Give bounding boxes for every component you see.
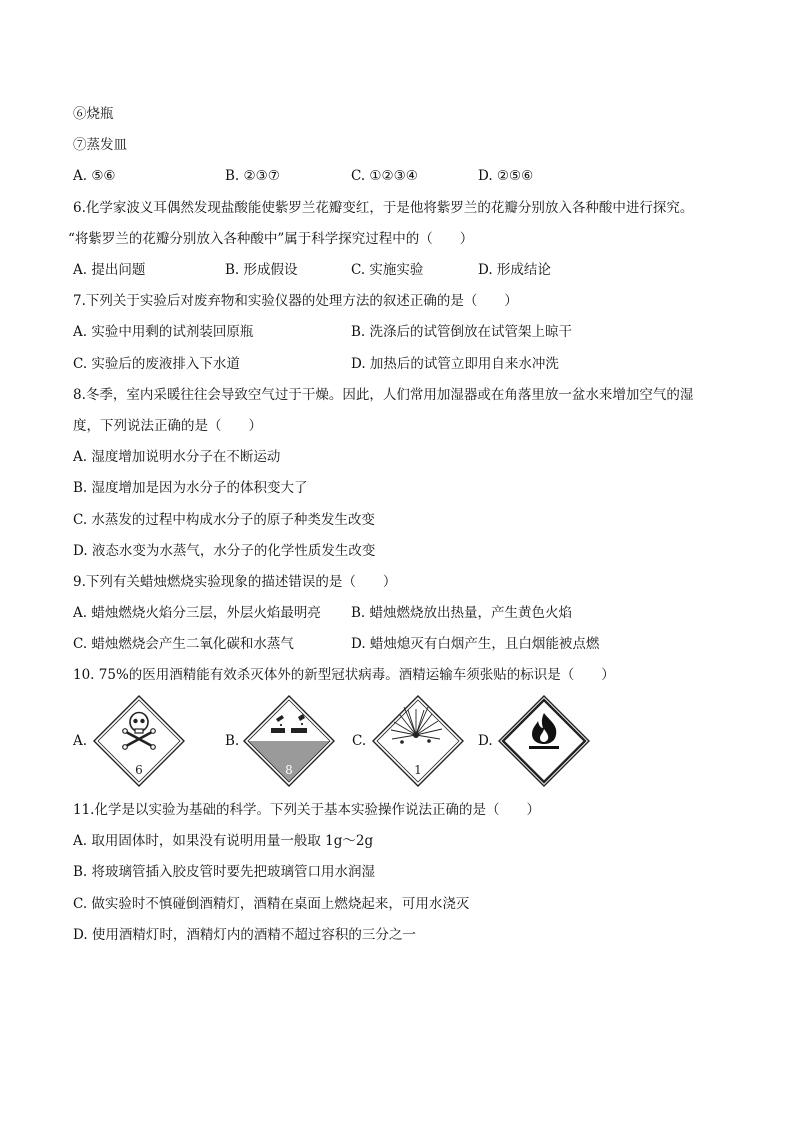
q10-options xyxy=(0,695,794,787)
q10-option-a xyxy=(73,695,193,785)
q9-option-b: B. 蜡烛燃烧放出热量，产生黄色火焰 xyxy=(351,605,573,621)
q10-option-c-letter: C. xyxy=(352,733,367,749)
q7-option-c: C. 实验后的废液排入下水道 xyxy=(73,356,240,372)
q10-option-c-number: 1 xyxy=(414,763,422,777)
q11-option-c: C. 做实验时不慎碰倒酒精灯，酒精在桌面上燃烧起来，可用水浇灭 xyxy=(73,896,470,912)
q10-option-a-number: 6 xyxy=(135,763,143,777)
q8-option-b: B. 湿度增加是因为水分子的体积变大了 xyxy=(73,480,308,496)
q9-option-d: D. 蜡烛熄灭有白烟产生，且白烟能被点燃 xyxy=(351,636,600,652)
q8-option-d: D. 液态水变为水蒸气，水分子的化学性质发生改变 xyxy=(73,543,376,559)
explosive-icon xyxy=(372,695,464,787)
q7-option-d: D. 加热后的试管立即用自来水冲洗 xyxy=(351,356,559,372)
option-item-6: ⑥烧瓶 xyxy=(73,106,114,122)
q9-option-c: C. 蜡烛燃烧会产生二氧化碳和水蒸气 xyxy=(73,636,294,652)
option-item-7: ⑦蒸发皿 xyxy=(73,137,127,153)
q6-stem-line2: “将紫罗兰的花瓣分别放入各种酸中”属于科学探究过程中的（ ） xyxy=(68,231,474,247)
q5-option-c: C. ①②③④ xyxy=(351,168,418,184)
q8-option-c: C. 水蒸发的过程中构成水分子的原子种类发生改变 xyxy=(73,512,375,528)
q10-option-d-letter: D. xyxy=(478,733,493,749)
q10-stem: 10. 75%的医用酒精能有效杀灭体外的新型冠状病毒。酒精运输车须张贴的标识是（ ） xyxy=(73,667,615,683)
q8-option-a: A. 湿度增加说明水分子在不断运动 xyxy=(73,449,281,465)
q11-option-b: B. 将玻璃管插入胶皮管时要先把玻璃管口用水润湿 xyxy=(73,864,376,880)
q7-stem: 7.下列关于实验后对废弃物和实验仪器的处理方法的叙述正确的是（ ） xyxy=(73,293,518,309)
q7-option-a: A. 实验中用剩的试剂装回原瓶 xyxy=(73,324,254,340)
q7-option-b: B. 洗涤后的试管倒放在试管架上晾干 xyxy=(351,324,573,340)
q11-option-a: A. 取用固体时，如果没有说明用量一般取 1g～2g xyxy=(73,833,374,849)
q9-option-a: A. 蜡烛燃烧火焰分三层，外层火焰最明亮 xyxy=(73,605,321,621)
q10-option-b-letter: B. xyxy=(225,733,240,749)
q10-option-c xyxy=(352,695,472,785)
skull-crossbones-icon xyxy=(93,695,185,787)
q9-stem: 9.下列有关蜡烛燃烧实验现象的描述错误的是（ ） xyxy=(73,574,397,590)
q6-option-c: C. 实施实验 xyxy=(351,262,424,278)
q11-stem: 11.化学是以实验为基础的科学。下列关于基本实验操作说法正确的是（ ） xyxy=(73,802,540,818)
corrosive-icon xyxy=(243,695,335,787)
q10-option-b-number: 8 xyxy=(285,763,293,777)
q10-option-d xyxy=(478,695,608,785)
q10-option-b xyxy=(225,695,345,785)
q11-option-d: D. 使用酒精灯时，酒精灯内的酒精不超过容积的三分之一 xyxy=(73,927,416,943)
flammable-icon xyxy=(498,695,590,787)
q6-stem-line1: 6.化学家波义耳偶然发现盐酸能使紫罗兰花瓣变红，于是他将紫罗兰的花瓣分别放入各种酸中进行探究。 xyxy=(73,200,694,216)
q8-stem-line1: 8.冬季，室内采暖往往会导致空气过于干燥。因此，人们常用加湿器或在角落里放一盆水来增加空气的湿 xyxy=(73,387,694,403)
q6-option-a: A. 提出问题 xyxy=(73,262,146,278)
q5-option-b: B. ②③⑦ xyxy=(225,168,280,184)
q6-option-b: B. 形成假设 xyxy=(225,262,298,278)
q5-option-a: A. ⑤⑥ xyxy=(73,168,116,184)
q6-option-d: D. 形成结论 xyxy=(478,262,551,278)
q8-stem-line2: 度，下列说法正确的是（ ） xyxy=(73,418,262,434)
q10-option-a-letter: A. xyxy=(73,733,88,749)
q5-option-d: D. ②⑤⑥ xyxy=(478,168,534,184)
